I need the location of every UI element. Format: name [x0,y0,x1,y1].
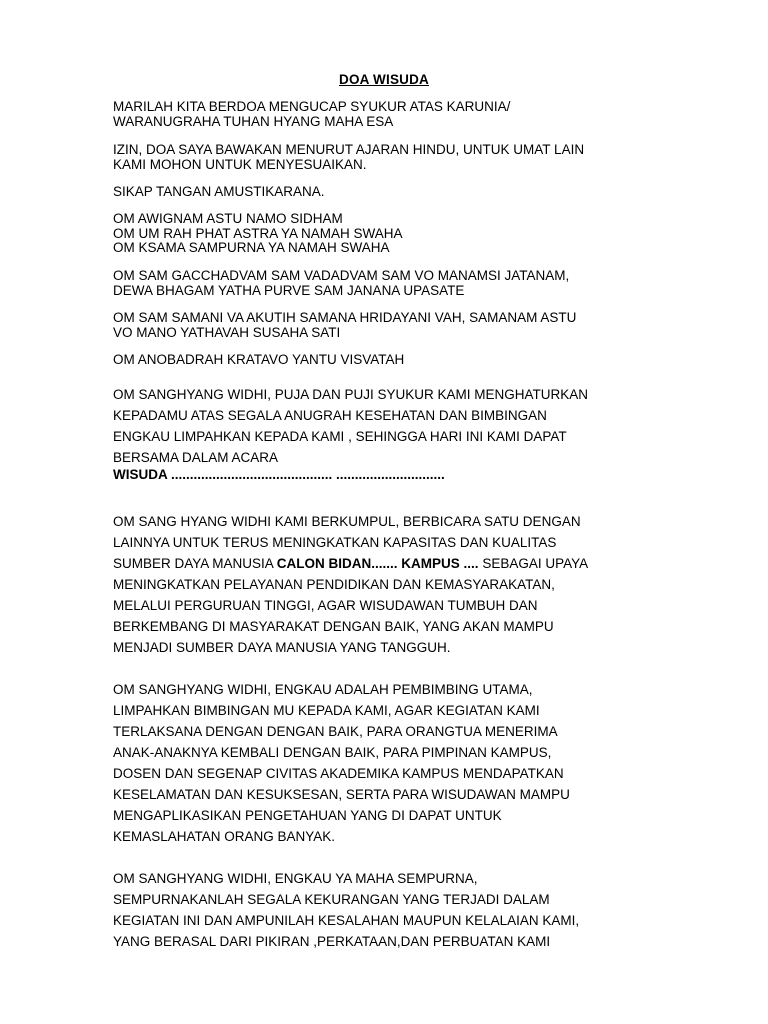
text-line: OM KSAMA SAMPURNA YA NAMAH SWAHA [113,240,390,255]
text-line: WARANUGRAHA TUHAN HYANG MAHA ESA [113,113,394,129]
text-line: TERLAKSANA DENGAN DENGAN BAIK, PARA ORANGTUA MENERIMA [113,724,558,739]
text-line: OM UM RAH PHAT ASTRA YA NAMAH SWAHA [113,225,403,241]
text-line: OM SAM GACCHADVAM SAM VADADVAM SAM VO MANAMSI JATANAM, [113,268,570,283]
text-line: KEGIATAN INI DAN AMPUNILAH KESALAHAN MAUPUN KELALAIAN KAMI, [113,913,580,928]
text-line: OM ANOBADRAH KRATAVO YANTU VISVATAH [113,352,405,367]
text-line: KAMI MOHON UNTUK MENYESUAIKAN. [113,156,367,172]
text-line: VO MANO YATHAVAH SUSAHA SATI [113,324,341,340]
text-line: KEMASLAHATAN ORANG BANYAK. [113,829,336,844]
text-segment: SUMBER DAYA MANUSIA [113,556,277,571]
text-line: IZIN, DOA SAYA BAWAKAN MENURUT AJARAN HINDU, UNTUK UMAT LAIN [113,142,585,157]
text-segment: SEBAGAI UPAYA [478,556,589,571]
text-line: SEMPURNAKANLAH SEGALA KEKURANGAN YANG TERJADI DALAM [113,892,550,907]
text-line: LAINNYA UNTUK TERUS MENINGKATKAN KAPASITAS DAN KUALITAS [113,535,557,550]
prayer-paragraph-3 [113,679,673,847]
text-line-mixed [113,553,673,574]
text-line: BERSAMA DALAM ACARA [113,450,279,465]
text-line: KEPADAMU ATAS SEGALA ANUGRAH KESEHATAN DAN BIMBINGAN [113,408,547,423]
intro-paragraph-2 [113,143,673,172]
text-line: DOSEN DAN SEGENAP CIVITAS AKADEMIKA KAMPUS MENDAPATKAN [113,766,564,781]
mantra-paragraph-3 [113,311,673,340]
text-line: KESELAMATAN DAN KESUKSESAN, SERTA PARA WISUDAWAN MAMPU [113,787,570,802]
text-line: YANG BERASAL DARI PIKIRAN ,PERKATAAN,DAN PERBUATAN KAMI [113,934,551,949]
text-line: OM SANG HYANG WIDHI KAMI BERKUMPUL, BERBICARA SATU DENGAN [113,514,581,529]
mantra-paragraph-1 [113,212,673,256]
text-line: OM SANGHYANG WIDHI, PUJA DAN PUJI SYUKUR KAMI MENGHATURKAN [113,387,589,402]
text-line: SIKAP TANGAN AMUSTIKARANA. [113,184,325,199]
text-line: MENINGKATKAN PELAYANAN PENDIDIKAN DAN KEMASYARAKATAN, [113,577,555,592]
text-line: OM SAM SAMANI VA AKUTIH SAMANA HRIDAYANI VAH, SAMANAM ASTU [113,310,577,325]
prayer-paragraph-4 [113,868,673,952]
text-line: LIMPAHKAN BIMBINGAN MU KEPADA KAMI, AGAR KEGIATAN KAMI [113,703,540,718]
text-line: OM AWIGNAM ASTU NAMO SIDHAM [113,211,343,226]
text-line: DEWA BHAGAM YATHA PURVE SAM JANANA UPASATE [113,282,465,298]
mantra-paragraph-2 [113,269,673,298]
prayer-paragraph-2 [113,511,673,658]
intro-paragraph-3 [113,185,673,200]
intro-paragraph-1 [113,100,673,129]
document-title: DOA WISUDA [339,72,429,87]
text-line: OM SANGHYANG WIDHI, ENGKAU ADALAH PEMBIMBING UTAMA, [113,682,533,697]
text-line-bold [113,468,673,482]
text-line: MELALUI PERGURUAN TINGGI, AGAR WISUDAWAN TUMBUH DAN [113,598,538,613]
text-line: MARILAH KITA BERDOA MENGUCAP SYUKUR ATAS KARUNIA/ [113,99,511,114]
text-line: ANAK-ANAKNYA KEMBALI DENGAN BAIK, PARA PIMPINAN KAMPUS, [113,745,552,760]
text-line: ENGKAU LIMPAHKAN KEPADA KAMI , SEHINGGA HARI INI KAMI DAPAT [113,429,567,444]
prayer-paragraph-1 [113,384,673,482]
wisuda-placeholder: WISUDA ........................................... ............................. [113,467,445,482]
mantra-paragraph-4 [113,353,673,368]
text-line: OM SANGHYANG WIDHI, ENGKAU YA MAHA SEMPURNA, [113,871,478,886]
campus-placeholder: CALON BIDAN....... KAMPUS .... [276,556,479,571]
text-line: MENJADI SUMBER DAYA MANUSIA YANG TANGGUH. [113,640,451,655]
text-line: MENGAPLIKASIKAN PENGETAHUAN YANG DI DAPAT UNTUK [113,808,502,823]
text-line: BERKEMBANG DI MASYARAKAT DENGAN BAIK, YANG AKAN MAMPU [113,619,554,634]
